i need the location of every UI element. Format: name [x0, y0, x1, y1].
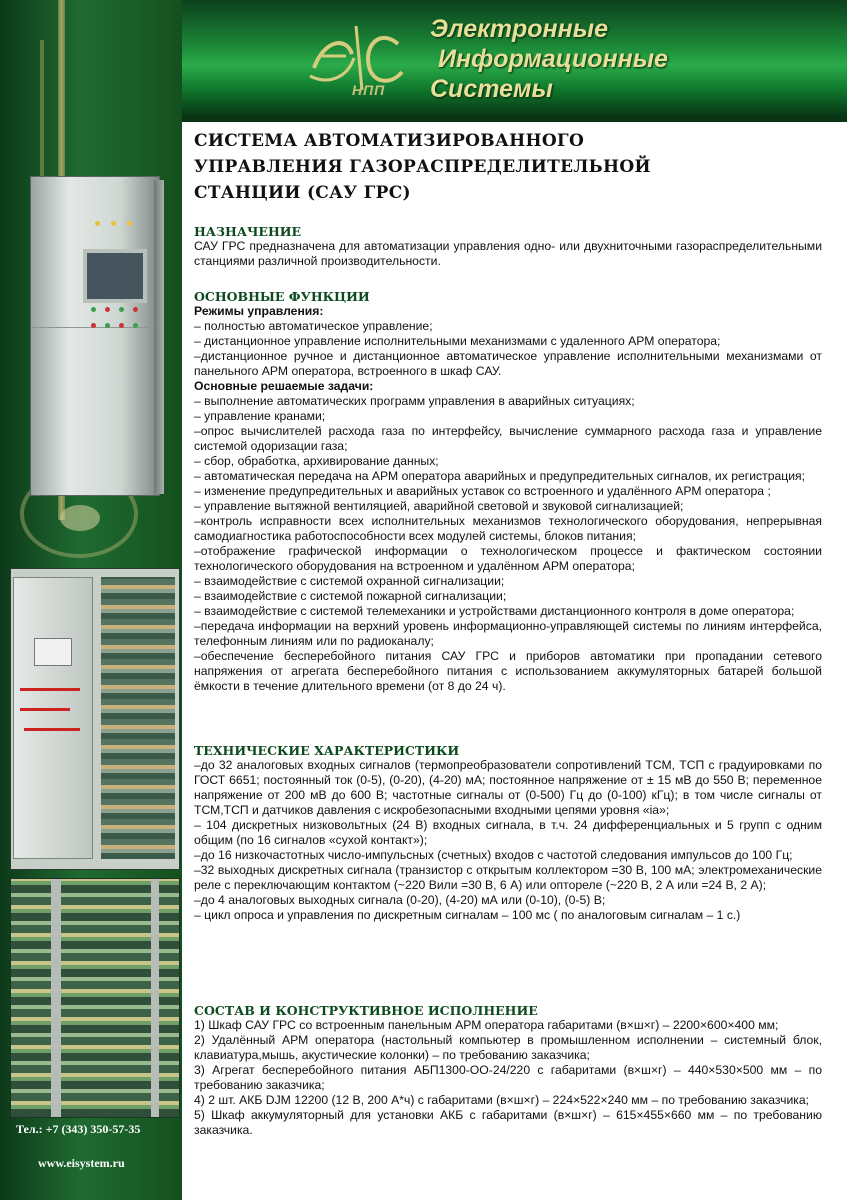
logo-subtitle: НПП [352, 82, 386, 98]
list-item: – автоматическая передача на АРМ оператора аварийных и предупредительных сигналов, их регистрация; [194, 469, 806, 483]
section-heading: ТЕХНИЧЕСКИЕ ХАРАКТЕРИСТИКИ [194, 743, 460, 758]
list-item: –до 4 аналоговых выходных сигнала (0-20), (4-20) мА или (0-10), (0-5) В; [194, 893, 606, 907]
indicator-lamp [127, 221, 132, 226]
section-composition [194, 1003, 822, 1138]
door-window [34, 638, 72, 666]
list-item: – управление вытяжной вентиляцией, аварийной световой и звуковой сигнализацией; [194, 499, 684, 513]
list-item: –отображение графической информации о технологическом процессе и фактическом состоянии технологического оборудования на встроенном и удалённом АРМ оператора; [194, 544, 822, 573]
list-item: 3) Агрегат бесперебойного питания АБП1300-ОО-24/220 с габаритами (в×ш×г) – 440×530×500 мм – по требованию заказчика; [194, 1063, 822, 1092]
list-item: –дистанционное ручное и дистанционное автоматическое управление исполнительными механизмами от панельного АРМ оператора, встроенного в шкаф САУ. [194, 349, 822, 378]
indicator-lamp [91, 307, 96, 312]
list-item: 5) Шкаф аккумуляторный для установки АКБ с габаритами (в×ш×г) – 615×455×660 мм – по требованию заказчика. [194, 1108, 822, 1137]
title-line: СТАНЦИИ (САУ ГРС) [194, 183, 411, 203]
list-item: – взаимодействие с системой телемеханики и устройствами дистанционного контроля в доме оператора; [194, 604, 795, 618]
list-item: – взаимодействие с системой пожарной сигнализации; [194, 589, 507, 603]
contact-website: www.eisystem.ru [38, 1156, 125, 1170]
indicator-lamp [105, 307, 110, 312]
list-item: – полностью автоматическое управление; [194, 319, 433, 333]
section-purpose [194, 224, 822, 269]
list-item: – дистанционное управление исполнительными механизмами с удаленного АРМ оператора; [194, 334, 721, 348]
list-item: –32 выходных дискретных сигнала (транзистор с открытым коллектором =30 В, 100 мА; электромеханические реле с переключающим контактом (~220 Вили =30 В, 6 А) или оптореле (~220 В, 2 А или =24 В, 2 А); [194, 863, 822, 892]
subheading-modes: Режимы управления: [194, 304, 324, 318]
header-divider [182, 118, 847, 122]
indicator-lamp [119, 323, 124, 328]
title-line: УПРАВЛЕНИЯ ГАЗОРАСПРЕДЕЛИТЕЛЬНОЙ [194, 157, 651, 177]
title-line: СИСТЕМА АВТОМАТИЗИРОВАННОГО [194, 131, 585, 151]
list-item: – управление кранами; [194, 409, 326, 423]
indicator-lamp [111, 221, 116, 226]
section-specs [194, 743, 822, 923]
section-functions [194, 289, 822, 694]
open-cabinet-photo [10, 568, 180, 870]
company-name-line: Системы [430, 75, 553, 103]
company-name-line: Электронные [430, 15, 608, 43]
cable [24, 728, 80, 731]
cabinet-side [154, 180, 164, 494]
section-heading: СОСТАВ И КОНСТРУКТИВНОЕ ИСПОЛНЕНИЕ [194, 1003, 538, 1018]
page-title [194, 128, 834, 206]
list-item: – 104 дискретных низковольтных (24 В) входных сигнала, в т.ч. 24 дифференциальных и 5 групп с одним общим (по 16 сигналов «сухой контакт»); [194, 818, 822, 847]
indicator-lamp [105, 323, 110, 328]
subheading-tasks: Основные решаемые задачи: [194, 379, 374, 393]
cable [20, 708, 70, 711]
list-item: – выполнение автоматических программ управления в аварийных ситуациях; [194, 394, 635, 408]
indicator-lamp [119, 307, 124, 312]
list-item: –передача информации на верхний уровень информационно-управляющей системы по линиям интерфейса, телефонным линиям или по радиоканалу; [194, 619, 822, 648]
list-item: –опрос вычислителей расхода газа по интерфейсу, вычисление суммарного расхода газа и управление системой одоризации газа; [194, 424, 822, 453]
cabinet-door [13, 577, 93, 859]
company-name-line: Информационные [438, 45, 668, 73]
list-item: 2) Удалённый АРМ оператора (настольный компьютер в промышленном исполнении – системный блок, клавиатура,мышь, акустические колонки) – по требованию заказчика; [194, 1033, 822, 1062]
decor-blob [60, 505, 100, 531]
purpose-text: САУ ГРС предназначена для автоматизации управления одно- или двухниточными газораспределительными станциями различной производительности. [194, 239, 822, 268]
indicator-lamp [95, 221, 100, 226]
operator-panel-screen [83, 249, 147, 303]
section-heading: ОСНОВНЫЕ ФУНКЦИИ [194, 289, 370, 304]
section-heading: НАЗНАЧЕНИЕ [194, 224, 302, 239]
list-item: –до 32 аналоговых входных сигналов (термопреобразователи сопротивлений ТСМ, ТСП с градуировками по ГОСТ 6651; постоянный ток (0-5), (0-20), (4-20) мА; постоянное напряжение от ± 15 мВ до 550 В; переменное напряжение от 200 мВ до 600 В; частотные сигналы от (0-500) Гц до (0-100) кГц); в том числе сигналы от ТСМ,ТСП и датчиков давления с искробезопасными входными цепями уровня «ia»; [194, 758, 822, 817]
list-item: –до 16 низкочастотных число-импульсных (счетных) входов с частотой следования импульсов до 100 Гц; [194, 848, 793, 862]
list-item: – изменение предупредительных и аварийных уставок со встроенного и удалённого АРМ оператора ; [194, 484, 771, 498]
list-item: –контроль исправности всех исполнительных механизмов технологического оборудования, непрерывная самодиагностика работоспособности всех модулей системы, блоков питания; [194, 514, 822, 543]
company-name [430, 14, 668, 104]
list-item: 4) 2 шт. АКБ DJM 12200 (12 В, 200 А*ч) с габаритами (в×ш×г) – 224×522×240 мм – по требованию заказчика; [194, 1093, 810, 1107]
list-item: –обеспечение бесперебойного питания САУ ГРС и приборов автоматики при пропадании сетевого напряжения от агрегата бесперебойного питания с использованием аккумуляторных батарей большой ёмкости в течение длительного времени (от 8 до 24 ч). [194, 649, 822, 693]
indicator-lamp [91, 323, 96, 328]
contact-phone: Тел.: +7 (343) 350-57-35 [16, 1122, 141, 1136]
indicator-lamp [133, 323, 138, 328]
mounting-rail [151, 879, 159, 1117]
list-item: – сбор, обработка, архивирование данных; [194, 454, 439, 468]
indicator-lamp [133, 307, 138, 312]
cable [20, 688, 80, 691]
cabinet-photo [30, 176, 160, 496]
list-item: – цикл опроса и управления по дискретным сигналам – 100 мс ( по аналоговым сигналам – 1 с.) [194, 908, 741, 922]
mounting-rail [51, 879, 61, 1117]
list-item: 1) Шкаф САУ ГРС со встроенным панельным АРМ оператора габаритами (в×ш×г) – 2200×600×400 мм; [194, 1018, 779, 1032]
list-item: – взаимодействие с системой охранной сигнализации; [194, 574, 505, 588]
cabinet-interior-photo [10, 878, 180, 1118]
terminal-panel [101, 577, 175, 859]
